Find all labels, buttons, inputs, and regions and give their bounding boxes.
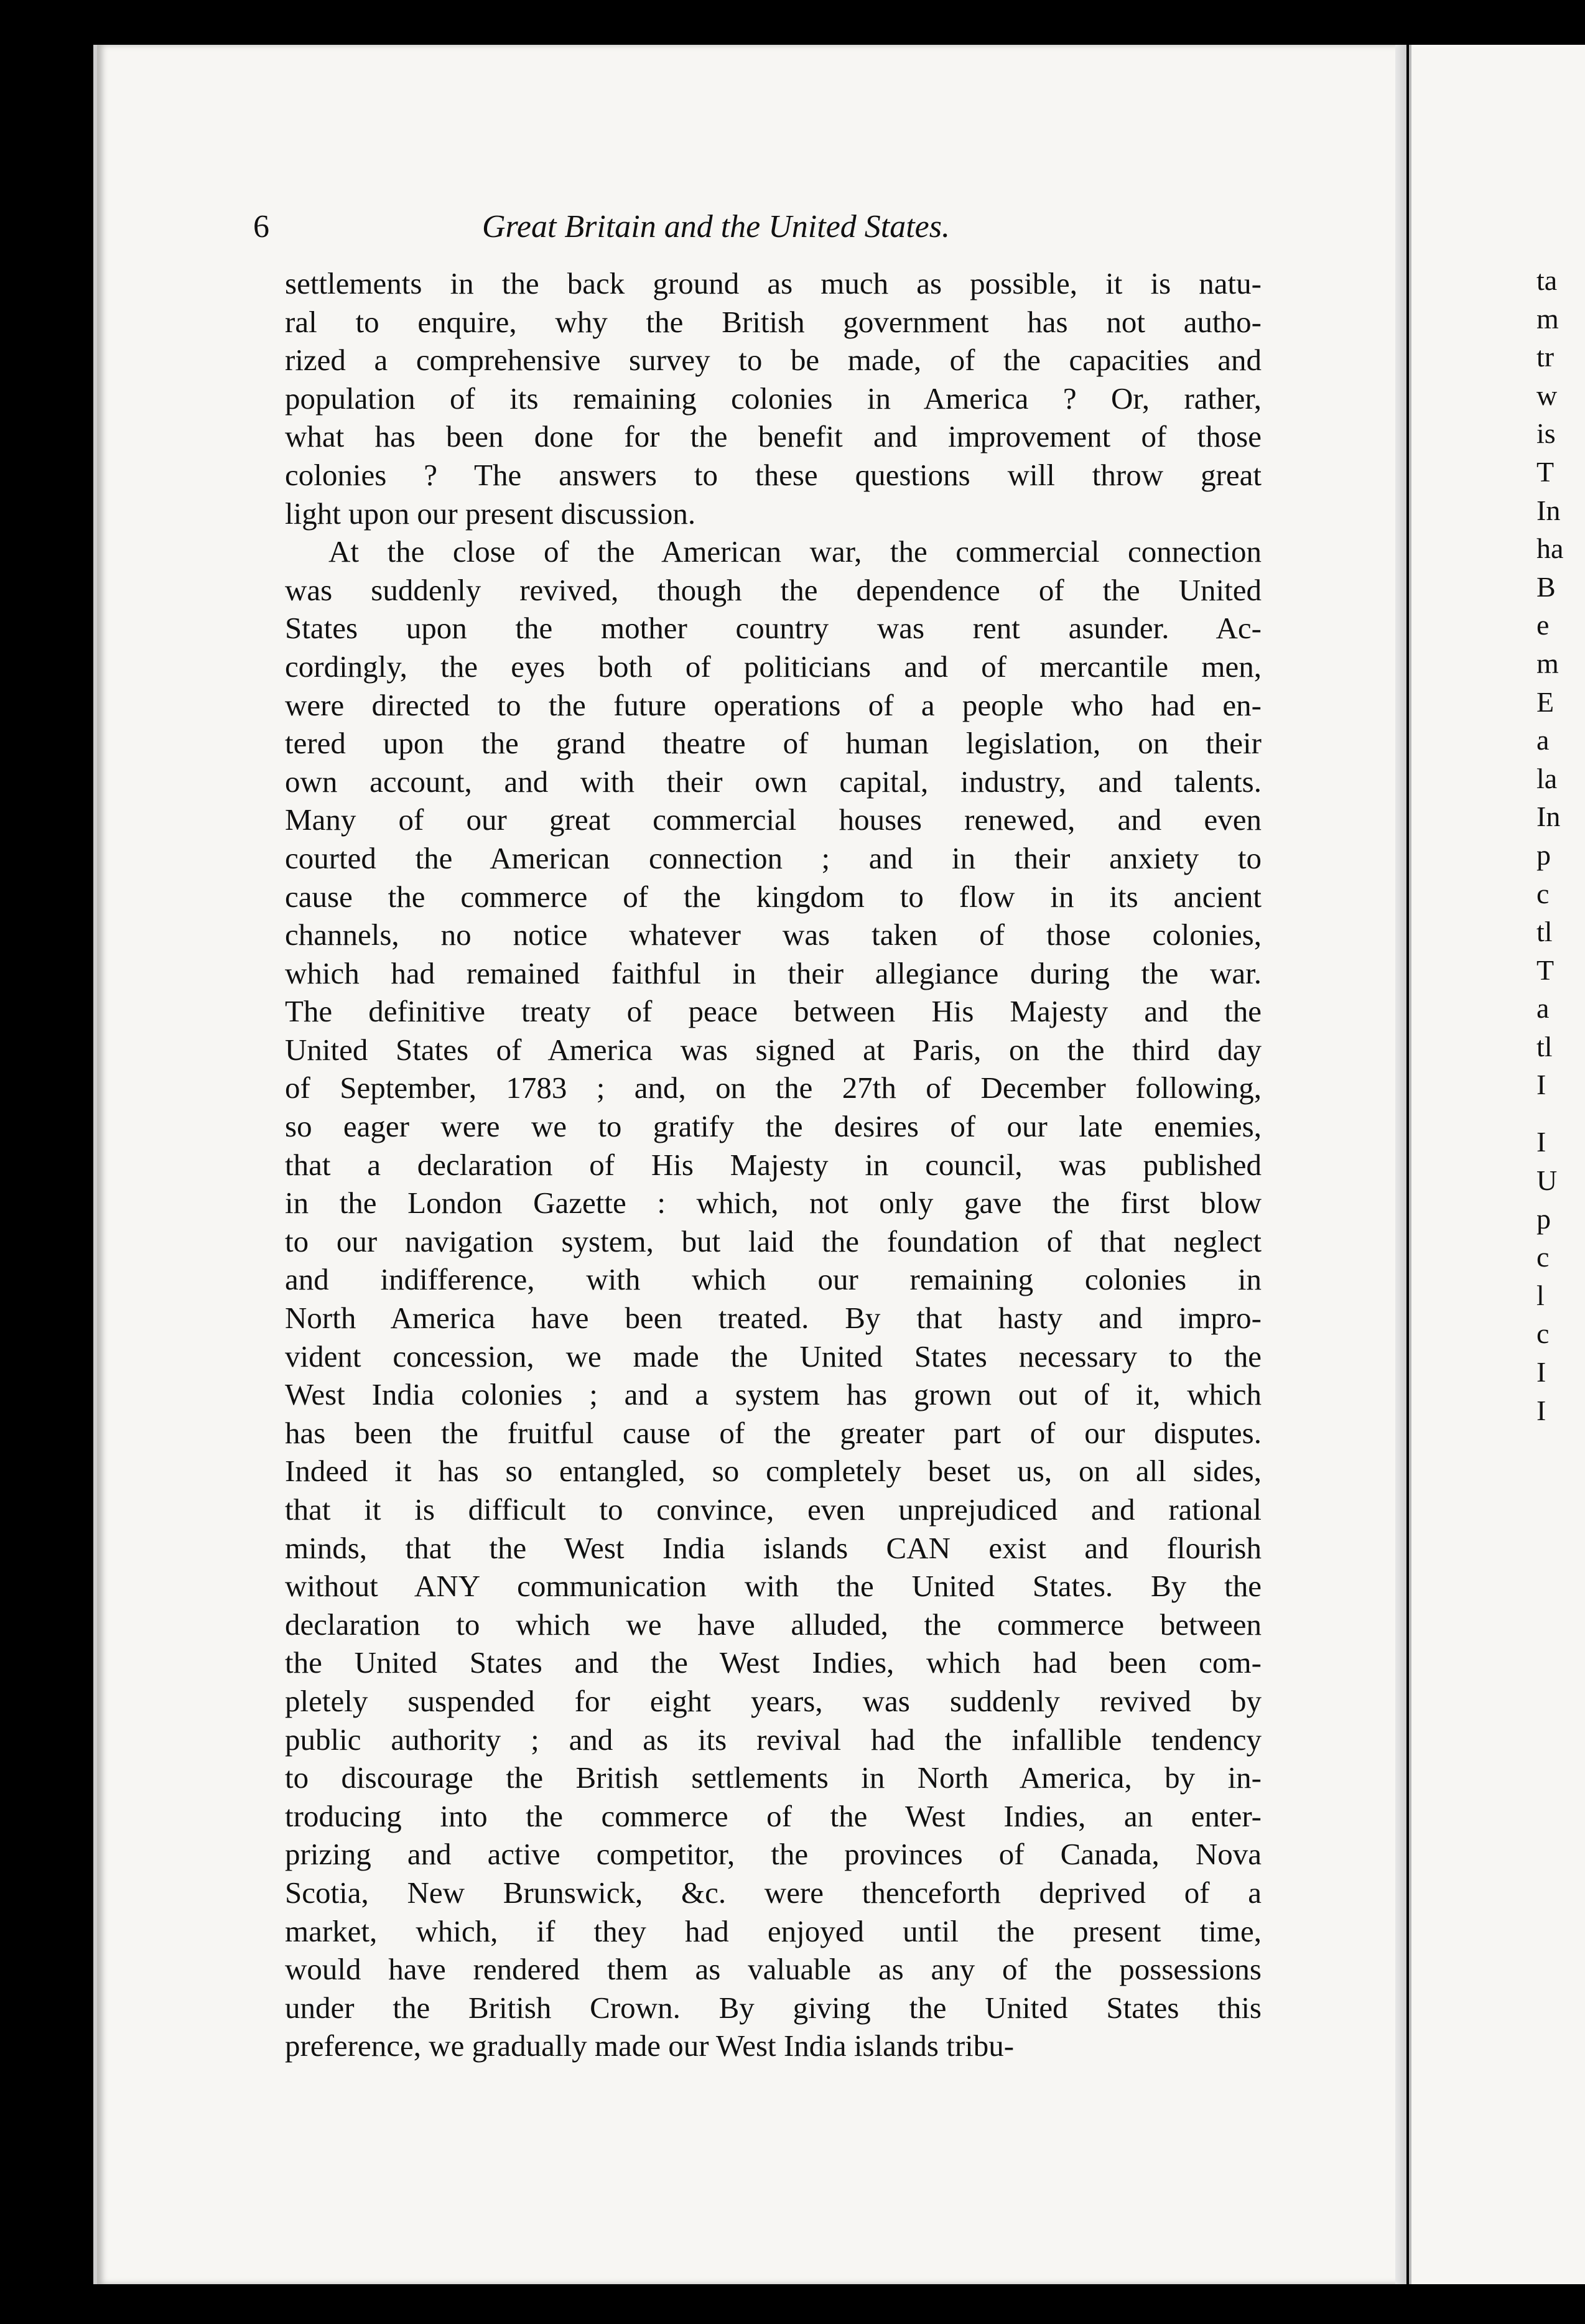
- facing-page-fragment: la: [1536, 762, 1558, 794]
- facing-page-fragment: ha: [1536, 532, 1564, 565]
- page-number: 6: [253, 209, 269, 244]
- text-line: light upon our present discussion.: [285, 496, 696, 531]
- text-line: what has been done for the benefit and improvement of those: [285, 419, 1262, 454]
- text-line: prizing and active competitor, the provinces of Canada, Nova: [285, 1837, 1262, 1872]
- text-line: in the London Gazette : which, not only gave the first blow: [285, 1186, 1262, 1220]
- facing-page-fragment: e: [1536, 609, 1550, 641]
- text-line: channels, no notice whatever was taken of those colonies,: [285, 918, 1262, 952]
- facing-page-fragment: U: [1536, 1164, 1558, 1197]
- text-line: public authority ; and as its revival had the infallible tendency: [285, 1722, 1262, 1757]
- facing-page-fragment: I: [1536, 1126, 1546, 1158]
- text-line: rized a comprehensive survey to be made, of the capacities and: [285, 343, 1262, 378]
- facing-page-fragment: a: [1536, 992, 1550, 1025]
- text-line: settlements in the back ground as much as possible, it is natu-: [285, 266, 1262, 300]
- text-line: Scotia, New Brunswick, &c. were thenceforth deprived of a: [285, 1875, 1262, 1910]
- facing-page-fragment: In: [1536, 801, 1561, 833]
- text-line: market, which, if they had enjoyed until the present time,: [285, 1913, 1262, 1948]
- text-line: to discourage the British settlements in North America, by in-: [285, 1760, 1262, 1795]
- running-title: Great Britain and the United States.: [482, 209, 950, 244]
- facing-page-fragment: c: [1536, 1241, 1550, 1273]
- facing-page-fragment: B: [1536, 570, 1556, 603]
- facing-page-fragment: tl: [1536, 1030, 1553, 1062]
- facing-page-fragment: m: [1536, 302, 1559, 335]
- text-line: that a declaration of His Majesty in council, was published: [285, 1147, 1262, 1182]
- facing-page-fragment: c: [1536, 877, 1550, 909]
- text-line: vident concession, we made the United States necessary to the: [285, 1339, 1262, 1373]
- facing-page-fragment: p: [1536, 839, 1551, 871]
- text-line: colonies ? The answers to these questions will throw great: [285, 457, 1262, 492]
- text-line: United States of America was signed at Paris, on the third day: [285, 1032, 1262, 1067]
- facing-page-fragment: a: [1536, 724, 1550, 756]
- facing-page-fragment: tl: [1536, 916, 1553, 948]
- facing-page-fragment: l: [1536, 1279, 1545, 1311]
- text-line: pletely suspended for eight years, was suddenly revived by: [285, 1683, 1262, 1718]
- facing-page-fragment: is: [1536, 417, 1556, 450]
- text-line: were directed to the future operations of a people who had en-: [285, 687, 1262, 722]
- facing-page-fragment: I: [1536, 1069, 1546, 1101]
- text-line: under the British Crown. By giving the United States this: [285, 1990, 1262, 2025]
- facing-page-fragment: I: [1536, 1356, 1546, 1388]
- facing-page-fragment: T: [1536, 954, 1555, 986]
- facing-page-fragment: T: [1536, 455, 1555, 488]
- text-line: without ANY communication with the United States. By the: [285, 1569, 1262, 1604]
- facing-page-text-fragments: [1536, 261, 1585, 1429]
- text-line: minds, that the West India islands CAN exist and flourish: [285, 1530, 1262, 1565]
- text-line: the United States and the West Indies, which had been com-: [285, 1645, 1262, 1680]
- facing-page-fragment: w: [1536, 379, 1558, 411]
- text-line: tered upon the grand theatre of human legislation, on their: [285, 726, 1262, 761]
- text-line: to our navigation system, but laid the foundation of that neglect: [285, 1224, 1262, 1258]
- facing-page-fragment: c: [1536, 1318, 1550, 1350]
- facing-page-fragment: p: [1536, 1202, 1551, 1235]
- text-line: North America have been treated. By that hasty and impro-: [285, 1301, 1262, 1336]
- text-line: preference, we gradually made our West India islands tribu-: [285, 2029, 1015, 2063]
- facing-page-fragment: m: [1536, 647, 1559, 679]
- facing-page-fragment: In: [1536, 494, 1561, 526]
- text-line: ral to enquire, why the British government has not autho-: [285, 304, 1262, 339]
- text-line: so eager were we to gratify the desires of our late enemies,: [285, 1109, 1262, 1144]
- text-line: population of its remaining colonies in America ? Or, rather,: [285, 381, 1262, 416]
- text-line: Many of our great commercial houses renewed, and even: [285, 802, 1262, 837]
- body-text: [285, 264, 1262, 2065]
- text-line: courted the American connection ; and in their anxiety to: [285, 840, 1262, 875]
- facing-page-fragment: E: [1536, 686, 1555, 718]
- facing-page-fragment: ta: [1536, 264, 1558, 296]
- text-line: Indeed it has so entangled, so completely beset us, on all sides,: [285, 1454, 1262, 1489]
- page-header: [221, 208, 1092, 258]
- text-line: has been the fruitful cause of the greater part of our disputes.: [285, 1415, 1262, 1450]
- text-line: The definitive treaty of peace between His Majesty and the: [285, 994, 1262, 1029]
- text-line: would have rendered them as valuable as any of the possessions: [285, 1952, 1262, 1987]
- facing-page-fragment: I: [1536, 1394, 1546, 1426]
- text-line: cordingly, the eyes both of politicians and of mercantile men,: [285, 649, 1262, 684]
- text-line: and indifference, with which our remaining colonies in: [285, 1262, 1262, 1297]
- text-line: of September, 1783 ; and, on the 27th of December following,: [285, 1071, 1262, 1105]
- text-line: West India colonies ; and a system has grown out of it, which: [285, 1377, 1262, 1412]
- text-line: own account, and with their own capital, industry, and talents.: [285, 764, 1262, 799]
- text-line: which had remained faithful in their allegiance during the war.: [285, 955, 1262, 990]
- text-line: States upon the mother country was rent asunder. Ac-: [285, 611, 1262, 646]
- text-line: was suddenly revived, though the dependence of the United: [285, 572, 1262, 607]
- text-line: At the close of the American war, the commercial connection: [328, 534, 1262, 569]
- text-line: troducing into the commerce of the West Indies, an enter-: [285, 1798, 1262, 1833]
- text-line: cause the commerce of the kingdom to flow in its ancient: [285, 879, 1262, 914]
- text-line: that it is difficult to convince, even unprejudiced and rational: [285, 1492, 1262, 1527]
- text-line: declaration to which we have alluded, the commerce between: [285, 1607, 1262, 1642]
- facing-page-fragment: tr: [1536, 341, 1555, 373]
